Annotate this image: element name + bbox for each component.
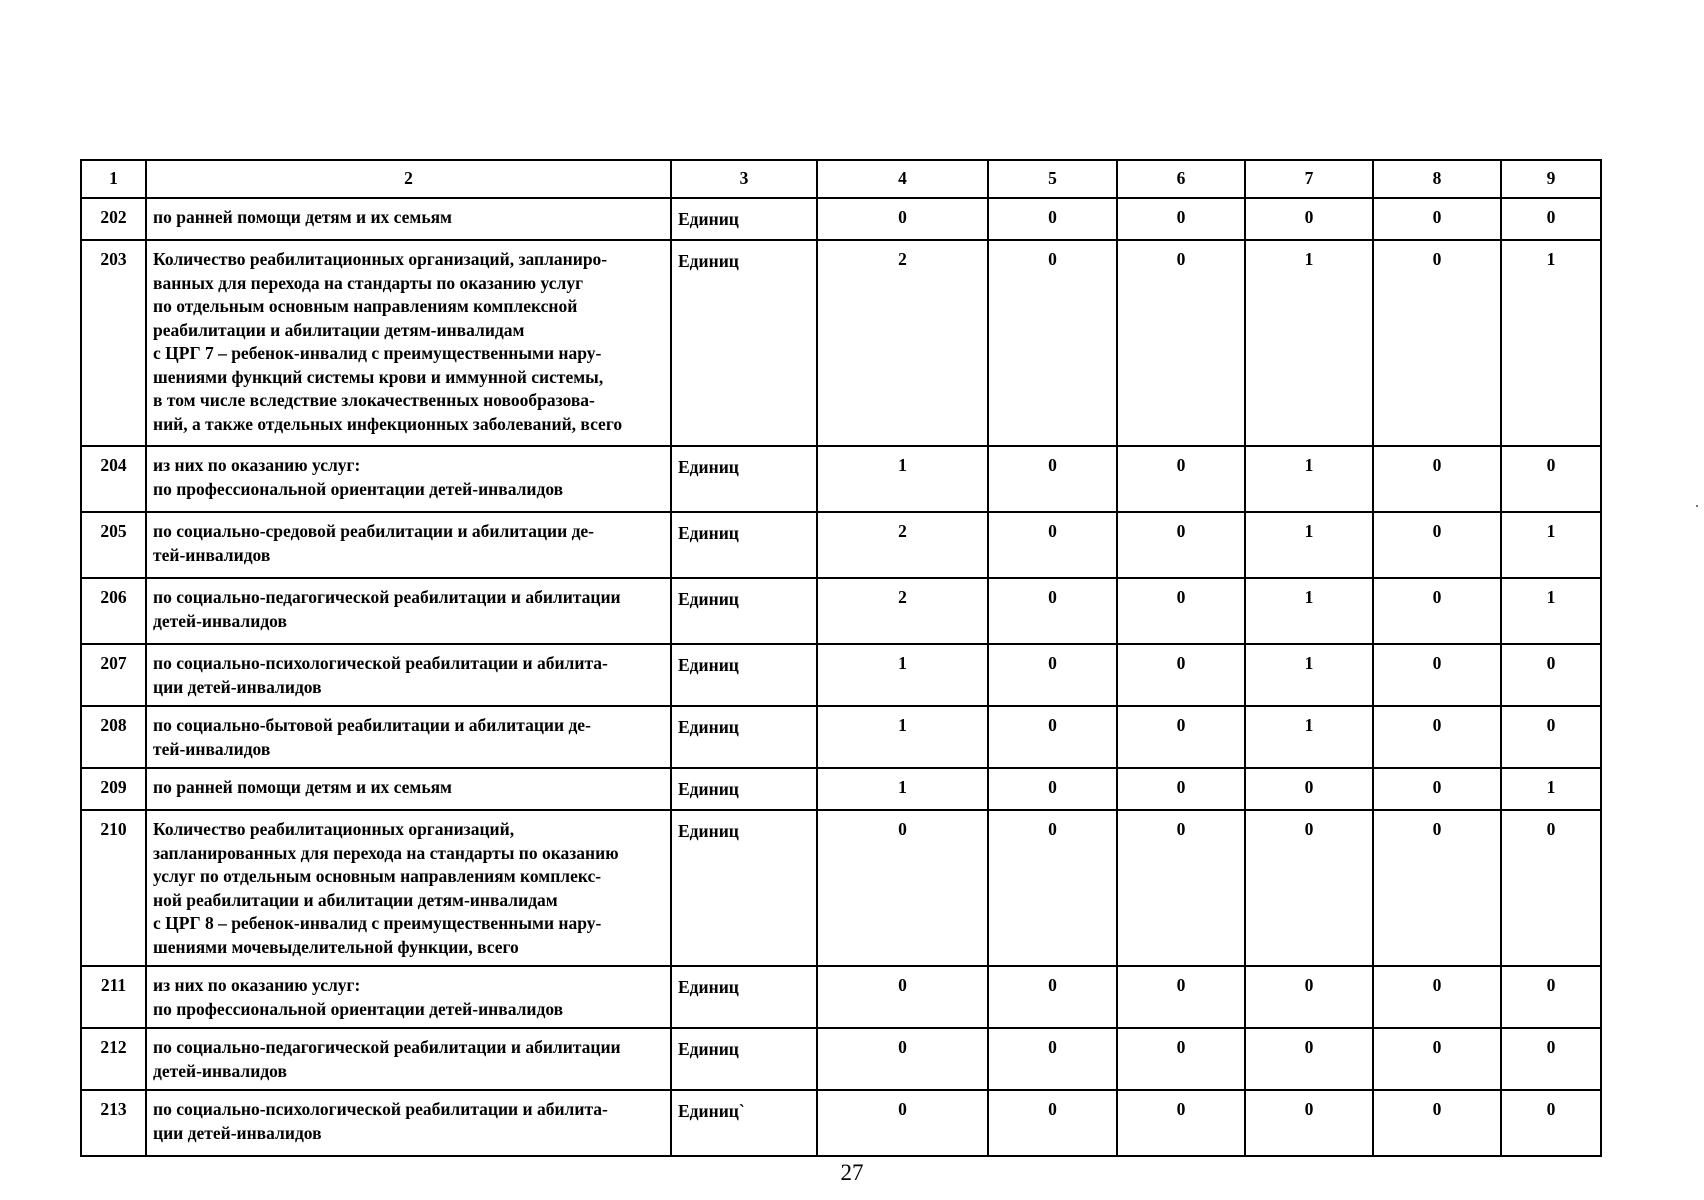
description-line: по отдельным основным направлениям комплексной — [153, 296, 578, 316]
value-cell-col-4: 2 — [817, 578, 988, 644]
description-line: шениями мочевыделительной функции, всего — [153, 936, 519, 957]
description-line: с ЦРГ 7 – ребенок-инвалид с преимущественными нару- — [153, 343, 602, 363]
description-line: по профессиональной ориентации детей-инвалидов — [153, 478, 564, 499]
row-description — [146, 644, 671, 706]
value-cell-col-7: 0 — [1245, 966, 1373, 1028]
description-line: детей-инвалидов — [153, 610, 287, 631]
value-cell-col-8: 0 — [1373, 578, 1501, 644]
description-line: услуг по отдельным основным направлениям комплекс- — [153, 866, 602, 886]
row-description — [146, 706, 671, 768]
table-row — [81, 966, 1601, 1028]
value-cell-col-9: 0 — [1501, 966, 1601, 1028]
value-cell-col-5: 0 — [988, 578, 1117, 644]
value-cell-col-8: 0 — [1373, 446, 1501, 512]
table-row — [81, 240, 1601, 446]
value-cell-col-5: 0 — [988, 240, 1117, 446]
description-line: по социально-педагогической реабилитации и абилитации — [153, 1037, 621, 1057]
value-cell-col-5: 0 — [988, 512, 1117, 578]
value-cell-col-6: 0 — [1117, 810, 1245, 966]
description-line: из них по оказанию услуг: — [153, 455, 361, 475]
value-cell-col-8: 0 — [1373, 810, 1501, 966]
value-cell-col-4: 0 — [817, 966, 988, 1028]
value-cell-col-8: 0 — [1373, 198, 1501, 240]
value-cell-col-9: 1 — [1501, 578, 1601, 644]
row-number: 208 — [81, 706, 146, 768]
value-cell-col-7: 0 — [1245, 768, 1373, 810]
value-cell-col-5: 0 — [988, 446, 1117, 512]
description-line: по социально-педагогической реабилитации и абилитации — [153, 587, 621, 607]
description-line: по ранней помощи детям и их семьям — [153, 777, 452, 797]
value-cell-col-7: 1 — [1245, 706, 1373, 768]
value-cell-col-4: 0 — [817, 1090, 988, 1156]
row-number: 205 — [81, 512, 146, 578]
value-cell-col-7: 0 — [1245, 198, 1373, 240]
description-line: ний, а также отдельных инфекционных заболеваний, всего — [153, 413, 623, 434]
value-cell-col-9: 0 — [1501, 1028, 1601, 1090]
value-cell-col-4: 0 — [817, 198, 988, 240]
scan-speck — [1696, 505, 1698, 507]
value-cell-col-6: 0 — [1117, 706, 1245, 768]
value-cell-col-9: 1 — [1501, 512, 1601, 578]
value-cell-col-5: 0 — [988, 1090, 1117, 1156]
value-cell-col-7: 1 — [1245, 512, 1373, 578]
value-cell-col-7: 1 — [1245, 446, 1373, 512]
row-unit: Единиц — [671, 578, 817, 644]
data-table — [80, 159, 1602, 1157]
value-cell-col-6: 0 — [1117, 1090, 1245, 1156]
value-cell-col-6: 0 — [1117, 198, 1245, 240]
column-header-1: 1 — [81, 160, 146, 198]
value-cell-col-8: 0 — [1373, 966, 1501, 1028]
row-description — [146, 240, 671, 446]
table-row — [81, 768, 1601, 810]
row-description — [146, 578, 671, 644]
value-cell-col-6: 0 — [1117, 578, 1245, 644]
row-number: 206 — [81, 578, 146, 644]
table-row — [81, 512, 1601, 578]
row-unit: Единиц — [671, 810, 817, 966]
row-unit: Единиц — [671, 1028, 817, 1090]
value-cell-col-6: 0 — [1117, 644, 1245, 706]
value-cell-col-4: 1 — [817, 644, 988, 706]
row-number: 202 — [81, 198, 146, 240]
description-line: запланированных для перехода на стандарты по оказанию — [153, 842, 619, 863]
table-row — [81, 644, 1601, 706]
table-row — [81, 446, 1601, 512]
column-header-7: 7 — [1245, 160, 1373, 198]
value-cell-col-6: 0 — [1117, 768, 1245, 810]
row-number: 212 — [81, 1028, 146, 1090]
value-cell-col-9: 0 — [1501, 198, 1601, 240]
value-cell-col-8: 0 — [1373, 768, 1501, 810]
column-header-5: 5 — [988, 160, 1117, 198]
value-cell-col-8: 0 — [1373, 512, 1501, 578]
row-description — [146, 1028, 671, 1090]
value-cell-col-7: 1 — [1245, 240, 1373, 446]
row-unit: Единиц — [671, 768, 817, 810]
row-description — [146, 810, 671, 966]
row-description — [146, 198, 671, 240]
value-cell-col-7: 0 — [1245, 1090, 1373, 1156]
value-cell-col-5: 0 — [988, 198, 1117, 240]
row-description — [146, 768, 671, 810]
value-cell-col-4: 0 — [817, 810, 988, 966]
description-line: из них по оказанию услуг: — [153, 975, 361, 995]
row-number: 209 — [81, 768, 146, 810]
column-header-3: 3 — [671, 160, 817, 198]
value-cell-col-8: 0 — [1373, 706, 1501, 768]
value-cell-col-9: 0 — [1501, 810, 1601, 966]
value-cell-col-4: 2 — [817, 240, 988, 446]
value-cell-col-5: 0 — [988, 966, 1117, 1028]
row-number: 211 — [81, 966, 146, 1028]
value-cell-col-6: 0 — [1117, 446, 1245, 512]
value-cell-col-4: 1 — [817, 706, 988, 768]
description-line: Количество реабилитационных организаций, — [153, 819, 515, 839]
value-cell-col-5: 0 — [988, 706, 1117, 768]
value-cell-col-7: 0 — [1245, 1028, 1373, 1090]
row-unit: Единиц — [671, 966, 817, 1028]
value-cell-col-4: 2 — [817, 512, 988, 578]
table-row — [81, 198, 1601, 240]
row-number: 207 — [81, 644, 146, 706]
header-row — [81, 160, 1601, 198]
description-line: Количество реабилитационных организаций, запланиро- — [153, 249, 608, 269]
table-row — [81, 810, 1601, 966]
description-line: по социально-бытовой реабилитации и абилитации де- — [153, 715, 591, 735]
description-line: по профессиональной ориентации детей-инвалидов — [153, 998, 564, 1019]
description-line: ции детей-инвалидов — [153, 1122, 322, 1143]
description-line: в том числе вследствие злокачественных новообразова- — [153, 390, 595, 410]
value-cell-col-8: 0 — [1373, 240, 1501, 446]
description-line: тей-инвалидов — [153, 738, 271, 759]
table-row — [81, 578, 1601, 644]
table-row — [81, 1090, 1601, 1156]
column-header-9: 9 — [1501, 160, 1601, 198]
value-cell-col-4: 0 — [817, 1028, 988, 1090]
row-description — [146, 446, 671, 512]
row-description — [146, 1090, 671, 1156]
value-cell-col-9: 0 — [1501, 1090, 1601, 1156]
value-cell-col-5: 0 — [988, 810, 1117, 966]
description-line: с ЦРГ 8 – ребенок-инвалид с преимущественными нару- — [153, 913, 602, 933]
description-line: реабилитации и абилитации детям-инвалидам — [153, 319, 525, 340]
value-cell-col-8: 0 — [1373, 1090, 1501, 1156]
row-unit: Единиц` — [671, 1090, 817, 1156]
row-number: 204 — [81, 446, 146, 512]
table-body — [81, 198, 1601, 1156]
value-cell-col-4: 1 — [817, 768, 988, 810]
value-cell-col-7: 0 — [1245, 810, 1373, 966]
value-cell-col-9: 1 — [1501, 768, 1601, 810]
table-header — [81, 160, 1601, 198]
column-header-6: 6 — [1117, 160, 1245, 198]
description-line: ванных для перехода на стандарты по оказанию услуг — [153, 272, 584, 293]
value-cell-col-9: 0 — [1501, 706, 1601, 768]
row-description — [146, 512, 671, 578]
value-cell-col-4: 1 — [817, 446, 988, 512]
description-line: детей-инвалидов — [153, 1060, 287, 1081]
description-line: по социально-психологической реабилитации и абилита- — [153, 653, 608, 673]
value-cell-col-7: 1 — [1245, 644, 1373, 706]
value-cell-col-6: 0 — [1117, 1028, 1245, 1090]
column-header-2: 2 — [146, 160, 671, 198]
row-number: 203 — [81, 240, 146, 446]
row-number: 213 — [81, 1090, 146, 1156]
description-line: ной реабилитации и абилитации детям-инвалидам — [153, 889, 558, 910]
column-header-4: 4 — [817, 160, 988, 198]
row-unit: Единиц — [671, 198, 817, 240]
value-cell-col-7: 1 — [1245, 578, 1373, 644]
table-row — [81, 1028, 1601, 1090]
row-unit: Единиц — [671, 706, 817, 768]
value-cell-col-8: 0 — [1373, 644, 1501, 706]
row-unit: Единиц — [671, 446, 817, 512]
description-line: по социально-психологической реабилитации и абилита- — [153, 1099, 608, 1119]
data-table-container — [80, 159, 1600, 1157]
value-cell-col-5: 0 — [988, 768, 1117, 810]
value-cell-col-5: 0 — [988, 1028, 1117, 1090]
description-line: ции детей-инвалидов — [153, 676, 322, 697]
description-line: по ранней помощи детям и их семьям — [153, 207, 452, 227]
value-cell-col-6: 0 — [1117, 966, 1245, 1028]
value-cell-col-9: 0 — [1501, 644, 1601, 706]
row-description — [146, 966, 671, 1028]
value-cell-col-8: 0 — [1373, 1028, 1501, 1090]
row-unit: Единиц — [671, 512, 817, 578]
column-header-8: 8 — [1373, 160, 1501, 198]
description-line: по социально-средовой реабилитации и абилитации де- — [153, 521, 595, 541]
value-cell-col-9: 0 — [1501, 446, 1601, 512]
page-number: 27 — [840, 1160, 864, 1185]
row-number: 210 — [81, 810, 146, 966]
row-unit: Единиц — [671, 644, 817, 706]
value-cell-col-6: 0 — [1117, 240, 1245, 446]
description-line: шениями функций системы крови и иммунной системы, — [153, 366, 604, 387]
value-cell-col-6: 0 — [1117, 512, 1245, 578]
description-line: тей-инвалидов — [153, 544, 271, 565]
value-cell-col-9: 1 — [1501, 240, 1601, 446]
value-cell-col-5: 0 — [988, 644, 1117, 706]
row-unit: Единиц — [671, 240, 817, 446]
table-row — [81, 706, 1601, 768]
